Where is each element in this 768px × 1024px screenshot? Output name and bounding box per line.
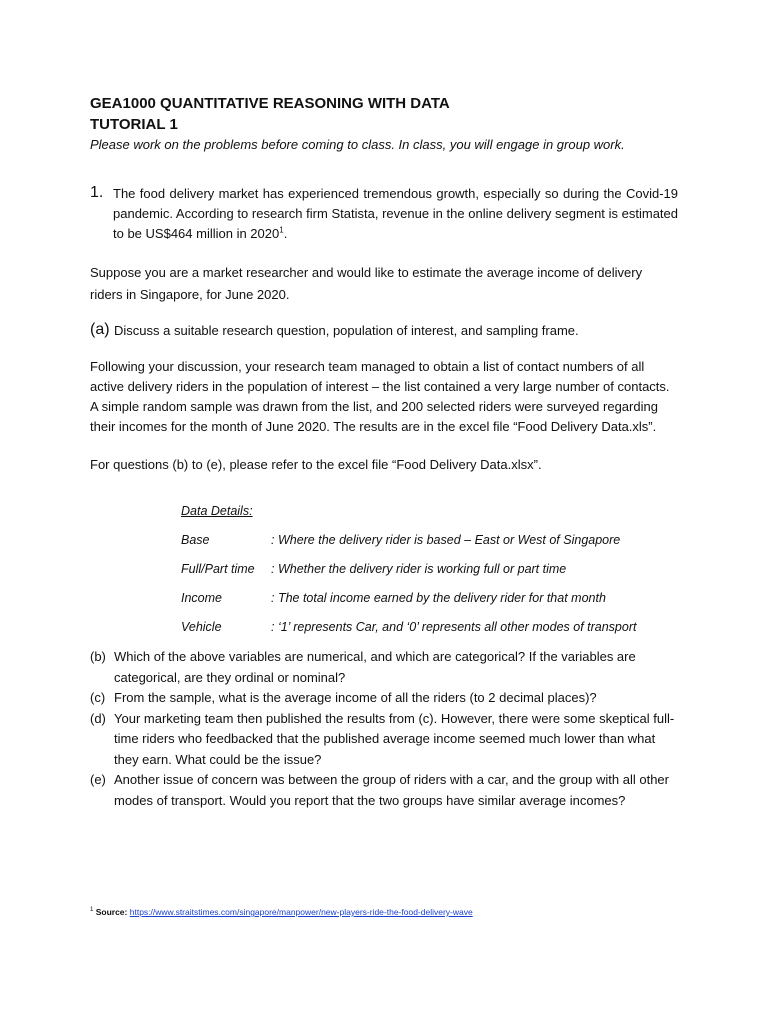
question-list: [90, 647, 678, 811]
data-detail-value: : Where the delivery rider is based – East or West of Singapore: [271, 533, 621, 547]
question-c-label: (c): [90, 690, 106, 705]
question-b-text: Which of the above variables are numerical, and which are categorical? If the variables are categorical, are they ordinal or nominal?: [114, 649, 636, 685]
question-1-period: .: [283, 226, 288, 241]
footnote-mark: 1: [90, 907, 94, 914]
paragraph-following: Following your discussion, your research team managed to obtain a list of contact numbers of all active delivery riders in the population of interest – the list contained a very large number of contacts. A simple random sample was drawn from the list, and 200 selected riders were surveyed regarding their incomes for the month of June 2020. The results are in the excel file “Food Delivery Data.xls”.: [90, 359, 670, 434]
data-detail-value: : Whether the delivery rider is working full or part time: [271, 562, 567, 576]
question-e-text: Another issue of concern was between the group of riders with a car, and the group with all other modes of transport. Would you report that the two groups have similar average incomes?: [114, 772, 669, 808]
data-detail-row: [181, 530, 678, 550]
data-detail-key: Income: [181, 591, 222, 605]
question-a-label: (a): [90, 321, 110, 338]
question-e: [90, 770, 678, 811]
data-detail-value: : The total income earned by the delivery rider for that month: [271, 591, 606, 605]
data-detail-value: : ‘1’ represents Car, and ‘0’ represents all other modes of transport: [271, 620, 637, 634]
data-details: [181, 501, 678, 637]
data-details-heading: Data Details:: [181, 504, 253, 518]
data-detail-row: [181, 617, 678, 637]
question-a-text: Discuss a suitable research question, population of interest, and sampling frame.: [114, 323, 579, 338]
data-detail-row: [181, 559, 678, 579]
question-c-text: From the sample, what is the average income of all the riders (to 2 decimal places)?: [114, 690, 597, 705]
question-a: [90, 321, 678, 341]
question-d-label: (d): [90, 710, 106, 726]
question-e-label: (e): [90, 772, 106, 787]
data-detail-row: [181, 588, 678, 608]
question-1-number: 1.: [90, 184, 104, 201]
document-page: [90, 93, 678, 811]
question-1-body: The food delivery market has experienced tremendous growth, especially so during the Covid-19 pandemic. According to research firm Statista, revenue in the online delivery segment is estimated to be US$464 million in 2020: [113, 186, 678, 241]
question-1: [90, 184, 678, 244]
question-b-label: (b): [90, 649, 106, 664]
data-detail-key: Vehicle: [181, 620, 222, 634]
footnote-label: Source:: [95, 907, 128, 917]
paragraph-for-questions: For questions (b) to (e), please refer to the excel file “Food Delivery Data.xlsx”.: [90, 457, 542, 472]
question-c: [90, 688, 678, 709]
doc-intro: Please work on the problems before coming to class. In class, you will engage in group work.: [90, 137, 625, 152]
question-d: [90, 709, 678, 771]
footnote-source-link[interactable]: https://www.straitstimes.com/singapore/manpower/new-players-ride-the-food-delivery-wave: [129, 907, 473, 917]
data-detail-key: Base: [181, 533, 210, 547]
paragraph-suppose: Suppose you are a market researcher and would like to estimate the average income of delivery riders in Singapore, for June 2020.: [90, 265, 643, 302]
question-1-text: [113, 184, 678, 244]
doc-subtitle: TUTORIAL 1: [90, 116, 178, 133]
question-b: [90, 647, 678, 688]
data-detail-key: Full/Part time: [181, 562, 255, 576]
footnote-ref: 1: [279, 225, 284, 235]
question-d-text: Your marketing team then published the results from (c). However, there were some skeptical full-time riders who feedbacked that the published average income seemed much lower than what they earn. What could be the issue?: [114, 710, 675, 767]
doc-title: GEA1000 QUANTITATIVE REASONING WITH DATA: [90, 95, 450, 112]
footnote: [90, 906, 473, 918]
